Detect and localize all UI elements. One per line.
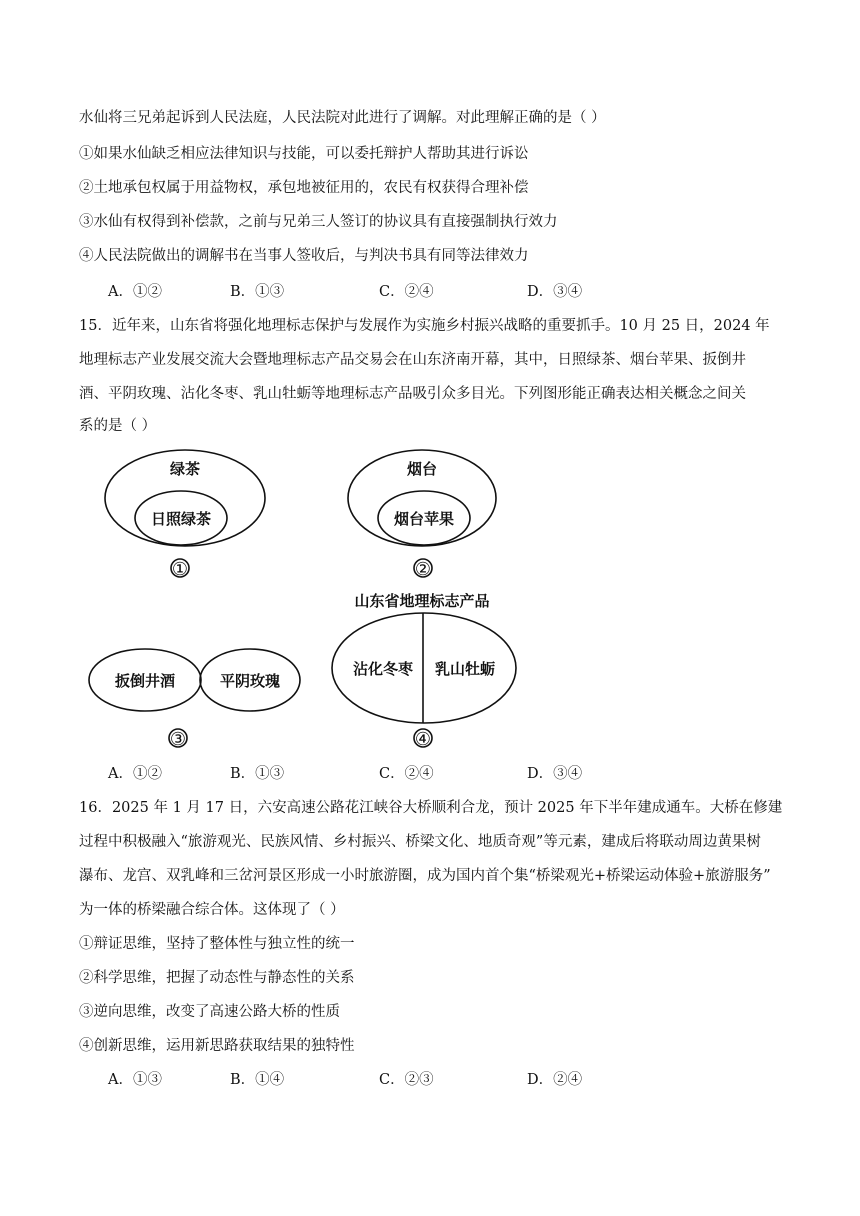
q16-stem-line-2: 过程中积极融入“旅游观光、民族风情、乡村振兴、桥梁文化、地质奇观”等元素，建成后将联动周边黄果树 [79,834,761,850]
q14-statement-2: ②土地承包权属于用益物权，承包地被征用的，农民有权获得合理补偿 [79,180,529,196]
q16-statement-4: ④创新思维，运用新思路获取结果的独特性 [79,1038,355,1054]
d2-inner-label: 烟台苹果 [393,510,455,528]
d1-outer-label: 绿茶 [169,460,201,478]
d3-left-label: 扳倒井酒 [114,672,176,690]
d4-title: 山东省地理标志产品 [354,592,490,610]
q15-option-b[interactable]: B．①③ [230,766,285,782]
d4-left-label: 沾化冬枣 [352,660,414,678]
q16-stem-line-1: 16．2025 年 1 月 17 日，六安高速公路花江峡谷大桥顺利合龙，预计 2025 年下半年建成通车。大桥在修建 [79,800,783,816]
q14-statement-4: ④人民法院做出的调解书在当事人签收后，与判决书具有同等法律效力 [79,248,529,264]
q16-statement-3: ③逆向思维，改变了高速公路大桥的性质 [79,1004,340,1020]
q16-stem-line-4: 为一体的桥梁融合综合体。这体现了（ ） [79,902,345,918]
q14-option-d[interactable]: D．③④ [527,284,583,300]
q15-stem-line-1: 15．近年来，山东省将强化地理标志保护与发展作为实施乡村振兴战略的重要抓手。10 月 25 日，2024 年 [79,318,770,334]
q15-option-c[interactable]: C．②④ [379,766,434,782]
q16-statement-1: ①辩证思维，坚持了整体性与独立性的统一 [79,936,355,952]
q16-option-d[interactable]: D．②④ [527,1072,583,1088]
q14-option-a[interactable]: A．①② [108,284,162,300]
d4-right-label: 乳山牡蛎 [434,660,496,678]
q16-option-a[interactable]: A．①③ [108,1072,162,1088]
q15-option-d[interactable]: D．③④ [527,766,583,782]
d1-number: ① [171,559,189,580]
d2-number: ② [414,559,432,580]
d3-number: ③ [169,729,187,750]
q14-statement-3: ③水仙有权得到补偿款，之前与兄弟三人签订的协议具有直接强制执行效力 [79,214,558,230]
q15-stem-line-3: 酒、平阴玫瑰、沾化冬枣、乳山牡蛎等地理标志产品吸引众多目光。下列图形能正确表达相关概念之间关 [79,386,746,402]
q15-option-a[interactable]: A．①② [108,766,162,782]
q16-option-c[interactable]: C．②③ [379,1072,434,1088]
q14-stem: 水仙将三兄弟起诉到人民法庭，人民法院对此进行了调解。对此理解正确的是（ ） [79,110,606,126]
d3-right-label: 平阴玫瑰 [219,672,281,690]
d2-outer-label: 烟台 [406,460,438,478]
q16-option-b[interactable]: B．①④ [230,1072,285,1088]
d1-inner-label: 日照绿茶 [150,510,212,528]
q16-statement-2: ②科学思维，把握了动态性与静态性的关系 [79,970,355,986]
d4-number: ④ [414,729,432,750]
q14-statement-1: ①如果水仙缺乏相应法律知识与技能，可以委托辩护人帮助其进行诉讼 [79,146,529,162]
q14-option-c[interactable]: C．②④ [379,284,434,300]
q16-stem-line-3: 瀑布、龙宫、双乳峰和三岔河景区形成一小时旅游圈，成为国内首个集“桥梁观光+桥梁运动体验+旅游服务” [79,868,771,884]
q15-stem-line-2: 地理标志产业发展交流大会暨地理标志产品交易会在山东济南开幕，其中，日照绿茶、烟台苹果、扳倒井 [79,352,746,368]
q15-stem-line-4: 系的是（ ） [79,418,157,434]
q14-option-b[interactable]: B．①③ [230,284,285,300]
